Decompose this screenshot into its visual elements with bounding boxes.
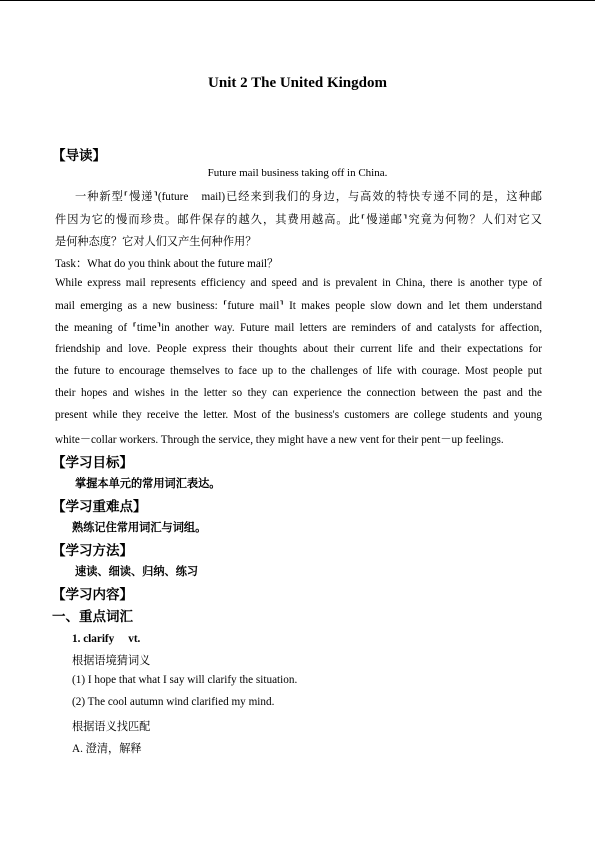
example-1: (1) I hope that what I say will clarify the situation. xyxy=(72,674,298,686)
intro-zh-line-1: 一种新型⸢慢递⸣(future mail)已经来到我们的身边，与高效的特快专递不同的是，这种邮 xyxy=(75,191,542,203)
section-heading-method: 【学习方法】 xyxy=(52,543,133,558)
section-heading-key-points: 【学习重难点】 xyxy=(52,499,147,514)
vocab-word-clarify: 1. clarify vt. xyxy=(72,633,141,645)
passage-line-7: present while they receive the letter. Most of the business's customers are college students and young xyxy=(55,409,542,421)
section-heading-goals: 【学习目标】 xyxy=(52,455,133,470)
instruction-match: 根据语义找匹配 xyxy=(72,721,151,733)
section-heading-daodu: 【导读】 xyxy=(52,148,106,163)
method-text: 速读、细读、归纳、练习 xyxy=(75,566,199,578)
passage-line-5: the future to encourage themselves to face up to the challenges of life with courage. Most people put xyxy=(55,365,542,377)
section-heading-content: 【学习内容】 xyxy=(52,587,133,602)
intro-zh-line-3: 是何种态度？它对人们又产生何种作用？ xyxy=(55,236,257,248)
reading-subtitle: Future mail business taking off in China. xyxy=(207,167,388,179)
intro-zh-line-2: 件因为它的慢而珍贵。邮件保存的越久，其费用越高。此⸢慢递邮⸣究竟为何物？人们对它又 xyxy=(55,214,542,226)
passage-line-8: white－collar workers. Through the service, they might have a new vent for their pent－up feelings. xyxy=(55,434,504,446)
option-a: A. 澄清，解释 xyxy=(72,743,142,755)
page-title: Unit 2 The United Kingdom xyxy=(208,75,387,91)
part-heading-vocabulary: 一、重点词汇 xyxy=(52,609,133,624)
task-line: Task：What do you think about the future mail？ xyxy=(55,258,279,270)
instruction-guess: 根据语境猜词义 xyxy=(72,655,151,667)
passage-line-1: While express mail represents efficiency and speed and is prevalent in China, there is another type of xyxy=(55,277,542,289)
passage-line-3: the meaning of ⸢time⸣in another way. Future mail letters are reminders of and catalysts for affection, xyxy=(55,322,542,334)
passage-line-4: friendship and love. People express their thoughts about their current life and their expectations for xyxy=(55,343,542,355)
passage-line-6: their hopes and wishes in the letter so they can experience the connection between the past and the xyxy=(55,387,542,399)
top-rule xyxy=(0,0,595,1)
goals-text: 掌握本单元的常用词汇表达。 xyxy=(75,478,221,490)
key-points-text: 熟练记住常用词汇与词组。 xyxy=(72,522,207,534)
passage-line-2: mail emerging as a new business: ⸢future mail⸣ It makes people slow down and let them understand xyxy=(55,300,542,312)
example-2: (2) The cool autumn wind clarified my mind. xyxy=(72,696,275,708)
